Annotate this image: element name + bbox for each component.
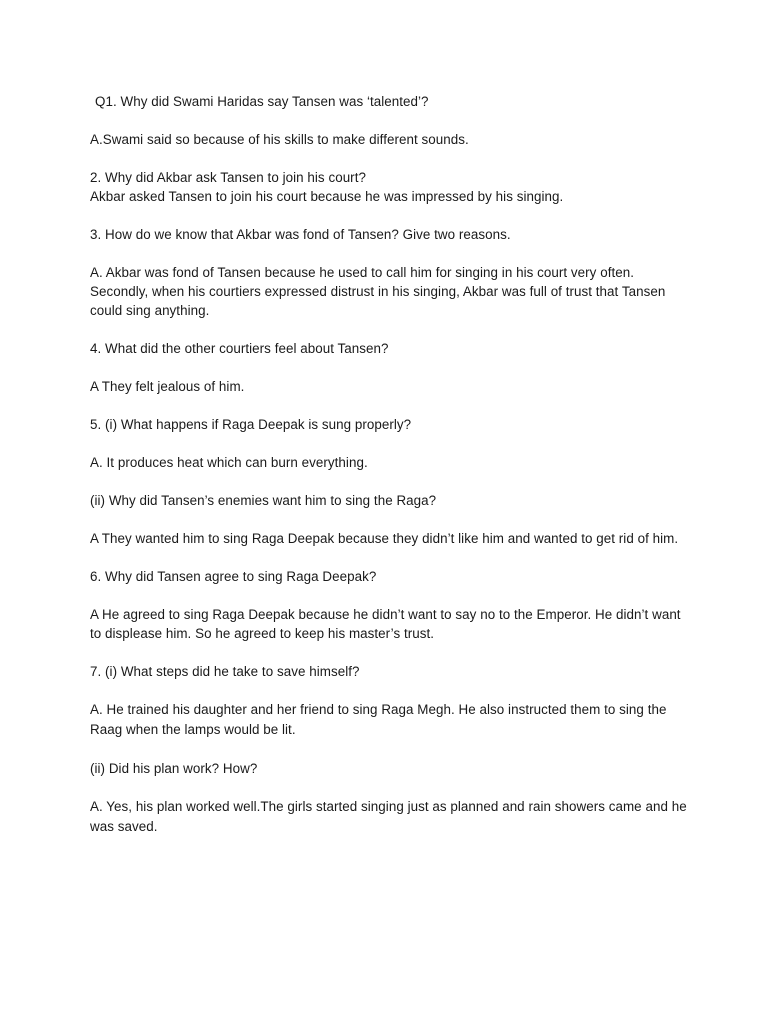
- question-7-i: 7. (i) What steps did he take to save himself?: [90, 664, 360, 679]
- question-3: 3. How do we know that Akbar was fond of Tansen? Give two reasons.: [90, 227, 511, 242]
- answer-2: Akbar asked Tansen to join his court because he was impressed by his singing.: [90, 189, 564, 204]
- answer-1: A.Swami said so because of his skills to make different sounds.: [90, 132, 469, 147]
- answer-7-ii: A. Yes, his plan worked well.The girls started singing just as planned and rain showers came and he was saved.: [90, 799, 687, 834]
- answer-3: A. Akbar was fond of Tansen because he used to call him for singing in his court very often. Secondly, when his courtiers expressed distrust in his singing, Akbar was full of trust that Tansen could sing anything.: [90, 265, 666, 318]
- answer-7-i: A. He trained his daughter and her friend to sing Raga Megh. He also instructed them to sing the Raag when the lamps would be lit.: [90, 702, 667, 737]
- question-2: 2. Why did Akbar ask Tansen to join his court?: [90, 170, 366, 185]
- question-4: 4. What did the other courtiers feel about Tansen?: [90, 341, 389, 356]
- question-6: 6. Why did Tansen agree to sing Raga Deepak?: [90, 569, 377, 584]
- answer-4: A They felt jealous of him.: [90, 379, 245, 394]
- answer-5-ii: A They wanted him to sing Raga Deepak because they didn’t like him and wanted to get rid of him.: [90, 531, 679, 546]
- question-5-i: 5. (i) What happens if Raga Deepak is sung properly?: [90, 417, 412, 432]
- question-7-ii: (ii) Did his plan work? How?: [90, 761, 258, 776]
- question-1: Q1. Why did Swami Haridas say Tansen was ‘talented’?: [95, 94, 429, 109]
- question-5-ii: (ii) Why did Tansen’s enemies want him to sing the Raga?: [90, 493, 437, 508]
- answer-6: A He agreed to sing Raga Deepak because he didn’t want to say no to the Emperor. He didn’t want to displease him. So he agreed to keep his master’s trust.: [90, 607, 681, 641]
- answer-5-i: A. It produces heat which can burn everything.: [90, 455, 368, 470]
